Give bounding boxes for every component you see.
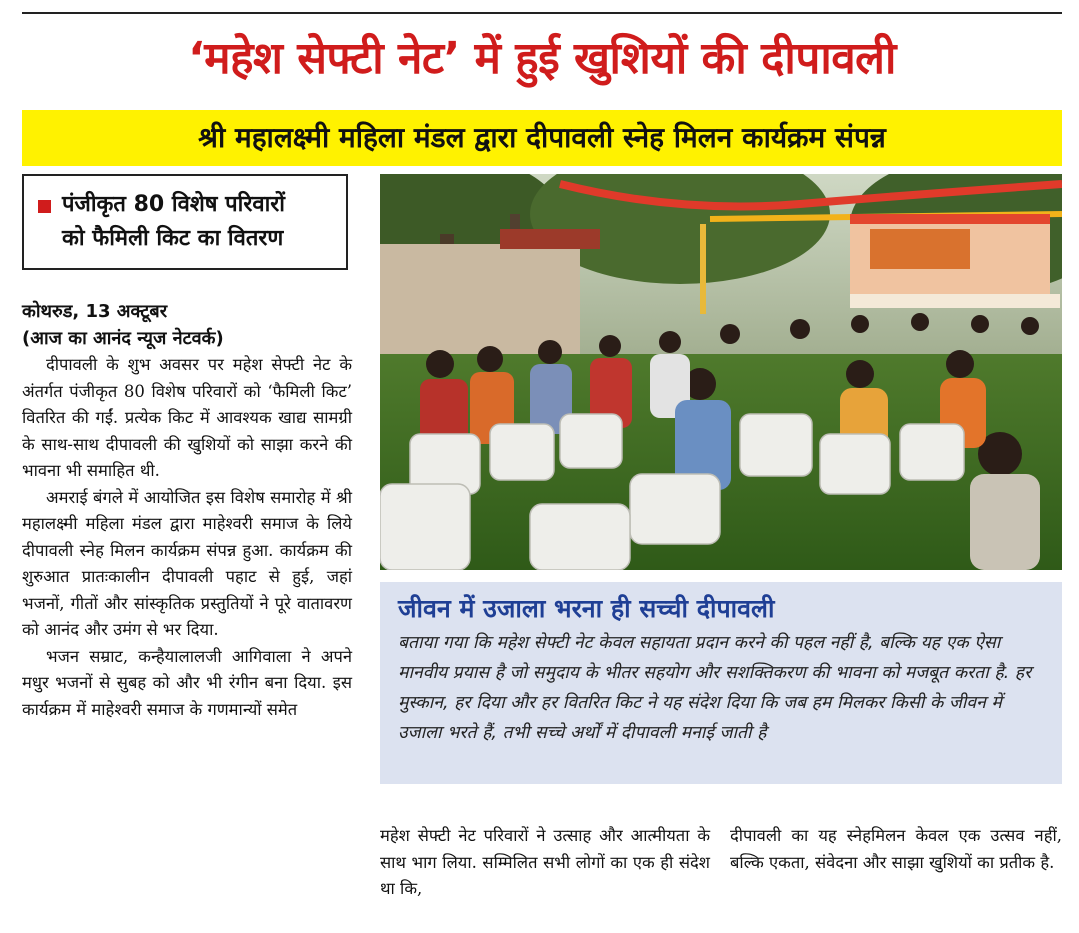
bullet-square-icon [38,200,51,213]
highlight-line-2: को फैमिली किट का वितरण [62,226,284,251]
event-photo-illustration [380,174,1062,570]
headline: ‘महेश सेफ्टी नेट’ में हुई खुशियों की दीपावली [188,33,896,84]
subheadline: श्री महालक्ष्मी महिला मंडल द्वारा दीपावली स्नेह मिलन कार्यक्रम संपन्न [22,110,1062,166]
article-column-2-text: महेश सेफ्टी नेट परिवारों ने उत्साह और आत्मीयता के साथ भाग लिया. सम्मिलित सभी लोगों का एक ही संदेश था कि, [380,826,710,898]
quote-body: बताया गया कि महेश सेफ्टी नेट केवल सहायता प्रदान करने की पहल नहीं है, बल्कि यह एक ऐसा मानवीय प्रयास है जो समुदाय के भीतर सहयोग और सशक्तिकरण की भावना को मजबूत करता है. हर मुस्कान, हर दिया और हर वितरित किट ने यह संदेश दिया कि जब हम मिलकर किसी के जीवन में उजाला भरते हैं, तभी सच्चे अर्थों में दीपावली मनाई जाती है [398,633,1032,743]
top-rule [22,12,1062,14]
article-paragraph-1: दीपावली के शुभ अवसर पर महेश सेफ्टी नेट के अंतर्गत पंजीकृत 80 विशेष परिवारों को ‘फैमिली किट’ वितरित की गईं. प्रत्येक किट में आवश्यक खाद्य सामग्री के साथ-साथ दीपावली की खुशियों को साझा करने की भावना भी समाहित थी. [22,355,352,480]
article-paragraph-3: भजन सम्राट, कन्हैयालालजी आगिवाला ने अपने मधुर भजनों से सुबह को और भी रंगीन बना दिया. इस कार्यक्रम में माहेश्वरी समाज के गणमान्यों समेत [22,646,352,719]
event-photo [380,174,1062,570]
article-column-3 [730,823,1062,923]
article-column-2 [380,823,710,923]
article-column-3-text: दीपावली का यह स्नेहमिलन केवल एक उत्सव नहीं, बल्कि एकता, संवेदना और साझा खुशियों का प्रतीक है. [730,826,1062,872]
article-paragraph-2: अमराई बंगले में आयोजित इस विशेष समारोह में श्री महालक्ष्मी महिला मंडल द्वारा माहेश्वरी समाज के लिये दीपावली स्नेह मिलन कार्यक्रम संपन्न हुआ. कार्यक्रम की शुरुआत प्रातःकालीन दीपावली पहाट से हुई, जहां भजनों, गीतों और सांस्कृतिक प्रस्तुतियों ने पूरे वातावरण को आनंद और उमंग से भर दिया. [22,487,352,639]
quote-title: जीवन में उजाला भरना ही सच्ची दीपावली [398,594,775,623]
dateline-place-date: कोथरुड, 13 अक्टूबर [22,301,168,322]
dateline-source: (आज का आनंद न्यूज नेटवर्क) [22,328,224,349]
highlight-box [22,174,348,270]
quote-box [380,582,1062,784]
article-column-1 [22,298,352,838]
highlight-line-1: पंजीकृत 80 विशेष परिवारों [62,192,285,217]
